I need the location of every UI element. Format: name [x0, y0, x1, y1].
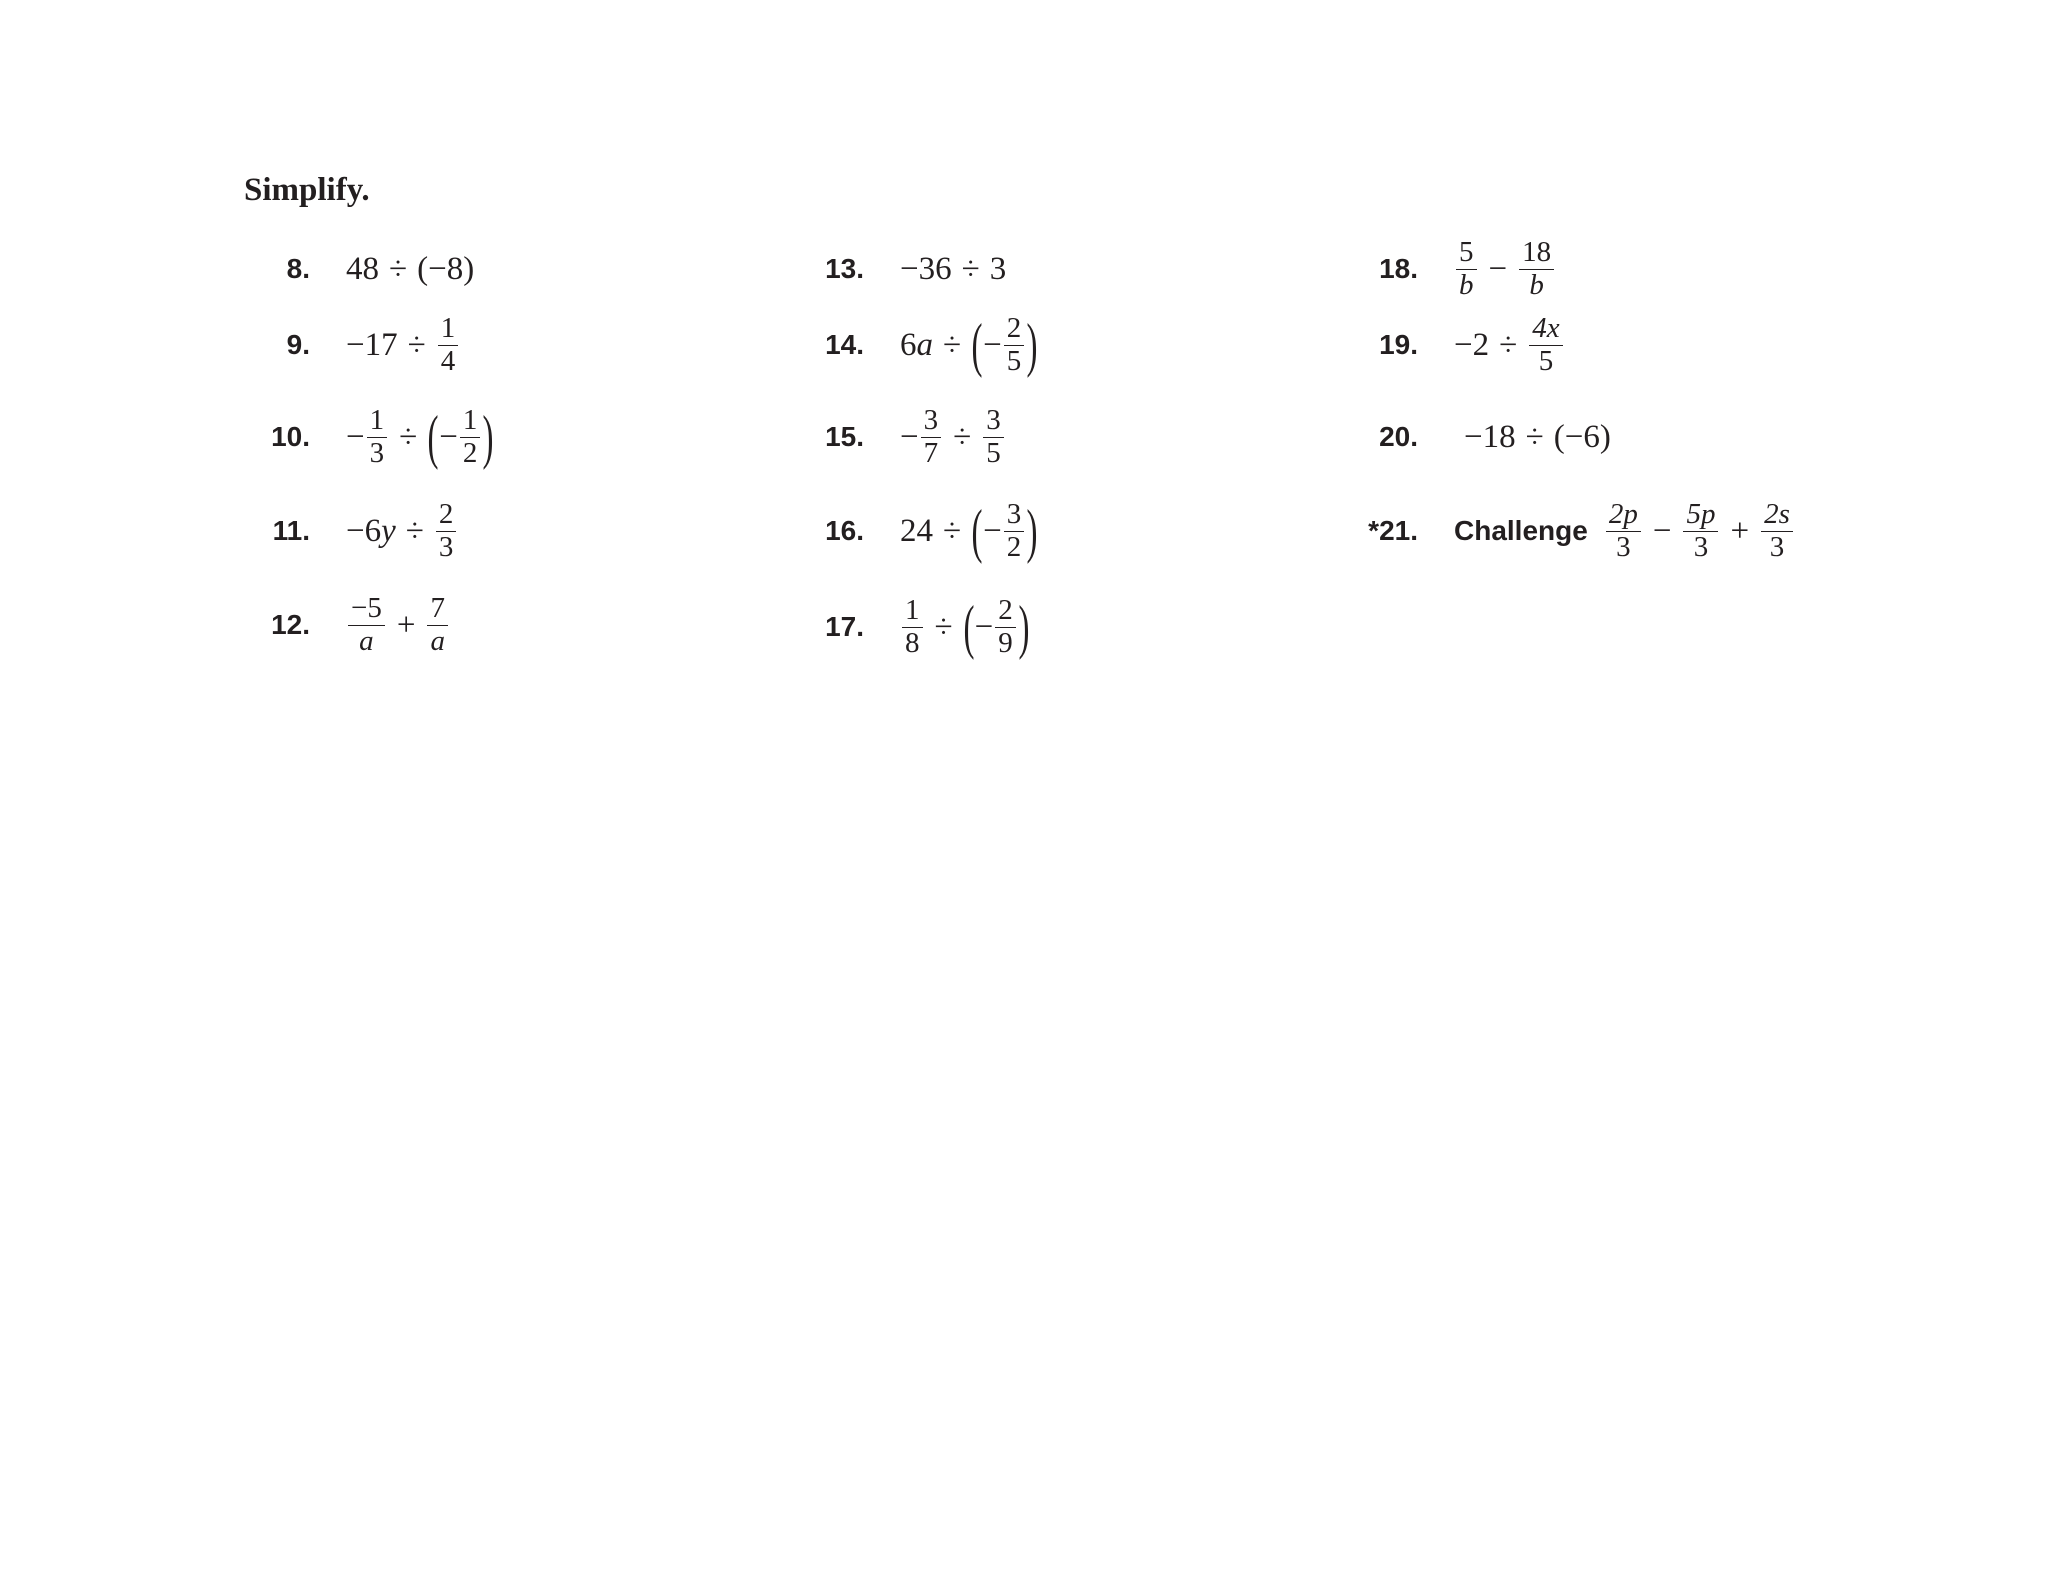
expression: $\frac{-5}{a}$ + $\frac{7}{a}$ — [346, 594, 450, 656]
expression: Challenge $\frac{2p}{3}$ − $\frac{5p}{3}$ + $\frac{2s}{3}$ — [1454, 500, 1795, 562]
fraction: $\frac{1}{2}$ — [460, 406, 481, 468]
fraction: $\frac{7}{a}$ — [427, 594, 448, 656]
fraction: $\frac{5p}{3}$ — [1683, 500, 1718, 562]
fraction: $\frac{3}{2}$ — [1004, 500, 1025, 562]
problem-20 — [1379, 402, 1611, 472]
problem-number: 15. — [825, 421, 864, 452]
fraction: $\frac{3}{7}$ — [921, 406, 942, 468]
problem-number: 12. — [271, 609, 310, 640]
problem-13 — [825, 234, 1007, 304]
problem-16 — [825, 496, 1038, 566]
problem-number: 20. — [1379, 421, 1418, 452]
problem-8 — [286, 234, 475, 304]
fraction: $\frac{18}{b}$ — [1519, 238, 1554, 300]
expression: − $\frac{1}{3}$ ÷ ( − $\frac{1}{2}$ ) — [346, 403, 494, 470]
problem-17 — [825, 592, 1030, 662]
expression: −36 ÷ 3 — [900, 250, 1007, 287]
problem-12 — [271, 590, 450, 660]
problem-number: 9. — [286, 329, 310, 360]
expression: $\frac{1}{8}$ ÷ ( − $\frac{2}{9}$ ) — [900, 596, 1030, 658]
fraction: $\frac{2p}{3}$ — [1606, 500, 1641, 562]
expression: − $\frac{3}{7}$ ÷ $\frac{3}{5}$ — [900, 406, 1006, 468]
fraction: $\frac{4x}{5}$ — [1529, 314, 1562, 376]
expression: 48 ÷ (−8) — [346, 250, 475, 287]
expression: −6 y ÷ $\frac{2}{3}$ — [346, 500, 458, 562]
fraction: $\frac{1}{3}$ — [367, 406, 388, 468]
problem-15 — [825, 402, 1006, 472]
expression: 6 a ÷ ( − $\frac{2}{5}$ ) — [900, 311, 1038, 378]
problem-14 — [825, 310, 1038, 380]
problem-11 — [272, 496, 458, 566]
fraction: $\frac{2}{5}$ — [1004, 314, 1025, 376]
problem-number: 13. — [825, 253, 864, 284]
problem-number: 19. — [1379, 329, 1418, 360]
fraction: $\frac{1}{4}$ — [438, 314, 459, 376]
fraction: $\frac{2}{9}$ — [995, 596, 1016, 658]
problem-number: *21. — [1368, 515, 1418, 546]
problem-number: 17. — [825, 611, 864, 642]
problem-number: 16. — [825, 515, 864, 546]
problem-19 — [1379, 310, 1565, 380]
problem-number: 10. — [271, 421, 310, 452]
fraction: $\frac{-5}{a}$ — [348, 594, 385, 656]
problem-9 — [286, 310, 460, 380]
expression: −18 ÷ (−6) — [1464, 418, 1611, 455]
expression: −17 ÷ $\frac{1}{4}$ — [346, 314, 460, 376]
fraction: $\frac{5}{b}$ — [1456, 238, 1477, 300]
fraction: $\frac{3}{5}$ — [983, 406, 1004, 468]
problem-21 — [1368, 496, 1795, 566]
fraction: $\frac{2s}{3}$ — [1761, 500, 1793, 562]
problem-number: 11. — [272, 515, 310, 546]
problem-10 — [271, 402, 494, 472]
instruction-heading: Simplify. — [244, 172, 370, 208]
problem-number: 18. — [1379, 253, 1418, 284]
problem-18 — [1379, 234, 1556, 304]
problem-number: 14. — [825, 329, 864, 360]
fraction: $\frac{2}{3}$ — [436, 500, 457, 562]
expression: 24 ÷ ( − $\frac{3}{2}$ ) — [900, 497, 1038, 564]
expression: $\frac{5}{b}$ − $\frac{18}{b}$ — [1454, 238, 1556, 300]
expression: −2 ÷ $\frac{4x}{5}$ — [1454, 314, 1565, 376]
fraction: $\frac{1}{8}$ — [902, 596, 923, 658]
problem-number: 8. — [286, 253, 310, 284]
challenge-label: Challenge — [1454, 515, 1588, 546]
